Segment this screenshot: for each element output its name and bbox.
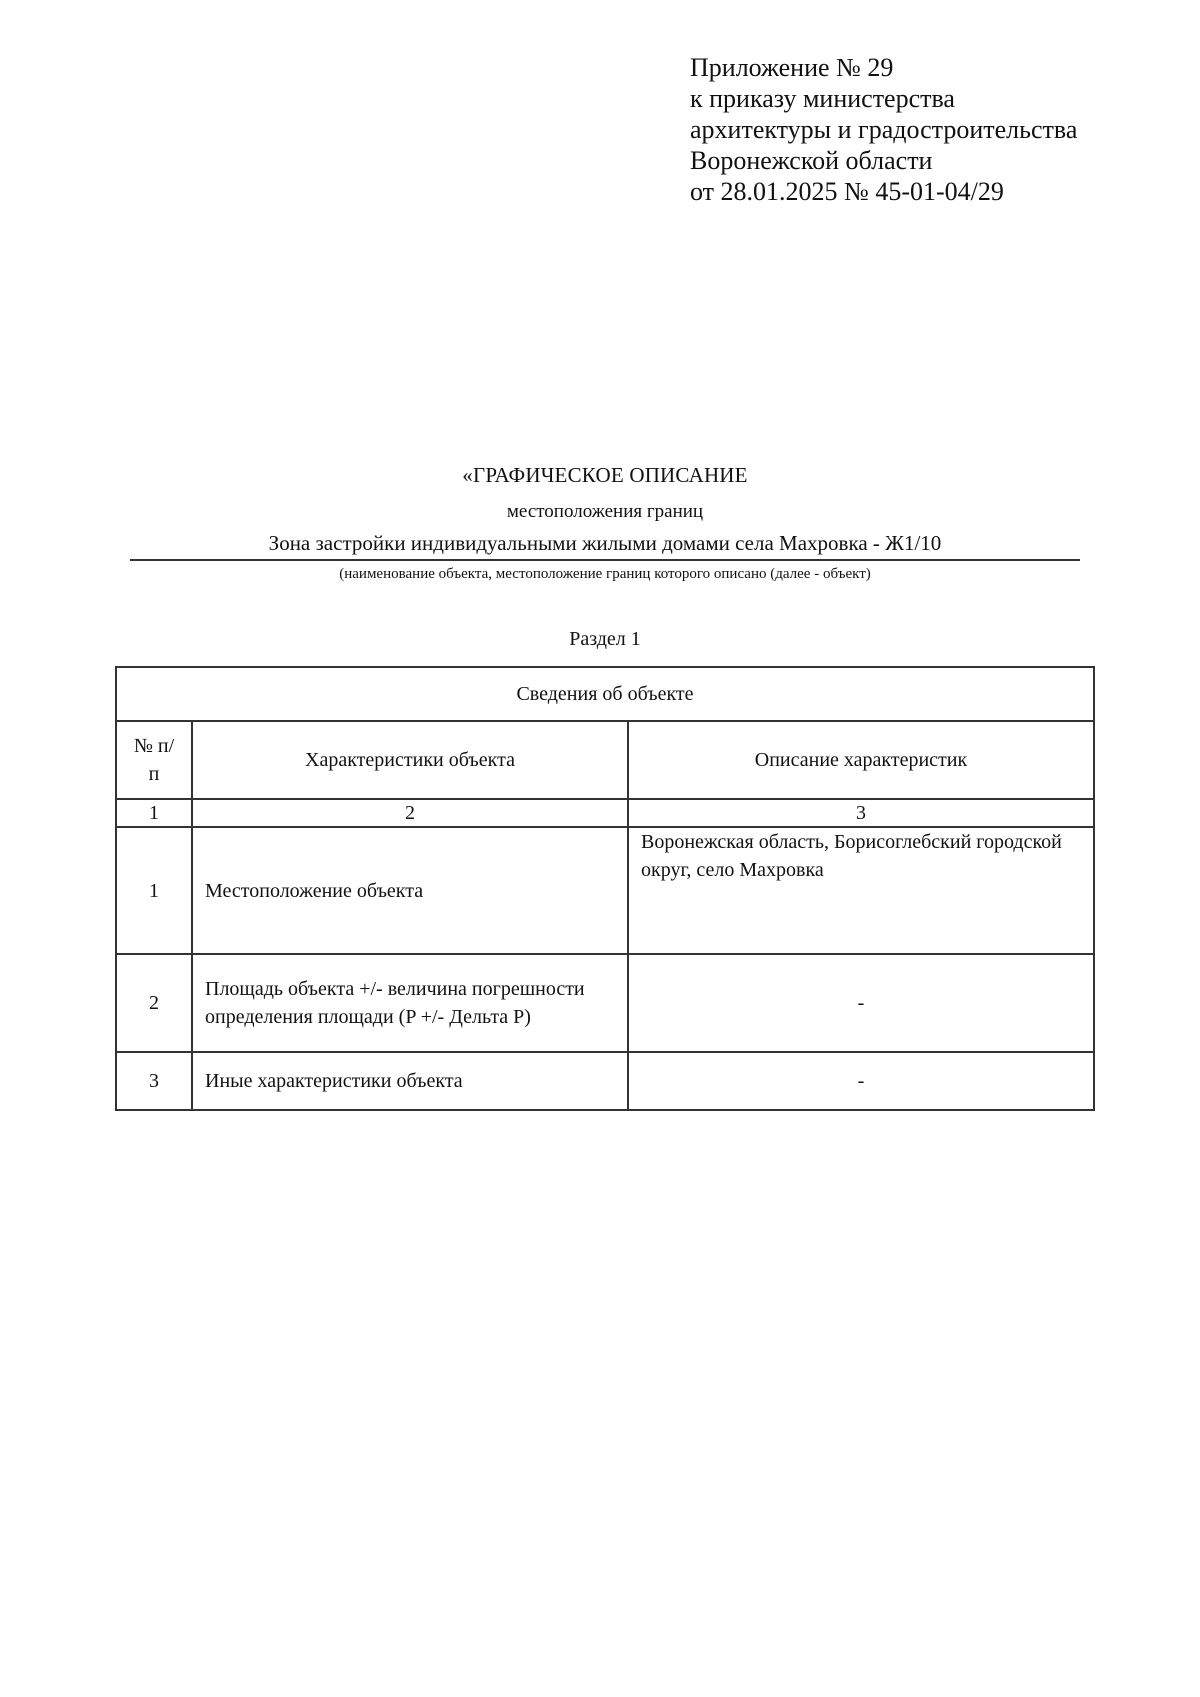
table-caption-row — [116, 667, 1094, 721]
column-number-row — [116, 799, 1094, 827]
table-header-row — [116, 721, 1094, 799]
appendix-line: архитектуры и градостроительства — [690, 115, 1078, 144]
column-number: 3 — [628, 799, 1094, 827]
table-row — [116, 1052, 1094, 1110]
header-description: Описание характеристик — [628, 721, 1094, 799]
document-subtitle: местоположения границ — [506, 501, 704, 522]
table-row — [116, 954, 1094, 1052]
column-number: 1 — [116, 799, 192, 827]
row-number: 3 — [116, 1052, 192, 1110]
section-label: Раздел 1 — [569, 628, 641, 650]
row-number: 2 — [116, 954, 192, 1052]
row-number: 1 — [116, 827, 192, 954]
object-name-hint: (наименование объекта, местоположение границ которого описано (далее - объект) — [339, 566, 871, 582]
object-info-table — [115, 666, 1095, 1111]
appendix-line: Приложение № 29 — [690, 53, 894, 82]
table-row — [116, 827, 1094, 954]
table-caption: Сведения об объекте — [116, 667, 1094, 721]
row-characteristic: Площадь объекта +/- величина погрешности определения площади (P +/- Дельта P) — [192, 954, 628, 1052]
column-number: 2 — [192, 799, 628, 827]
object-name: Зона застройки индивидуальными жилыми домами села Махровка - Ж1/10 — [130, 530, 1080, 561]
appendix-block — [690, 52, 1077, 207]
header-characteristic: Характеристики объекта — [192, 721, 628, 799]
appendix-line: Воронежской области — [690, 146, 933, 175]
row-characteristic: Иные характеристики объекта — [192, 1052, 628, 1110]
row-description: - — [628, 954, 1094, 1052]
row-characteristic: Местоположение объекта — [192, 827, 628, 954]
appendix-line: к приказу министерства — [690, 84, 955, 113]
row-description: Воронежская область, Борисоглебский городской округ, село Махровка — [628, 827, 1094, 954]
appendix-line: от 28.01.2025 № 45-01-04/29 — [690, 177, 1004, 206]
title-block — [130, 462, 1080, 584]
row-description: - — [628, 1052, 1094, 1110]
document-title: «ГРАФИЧЕСКОЕ ОПИСАНИЕ — [462, 463, 748, 487]
header-number: № п/п — [116, 721, 192, 799]
